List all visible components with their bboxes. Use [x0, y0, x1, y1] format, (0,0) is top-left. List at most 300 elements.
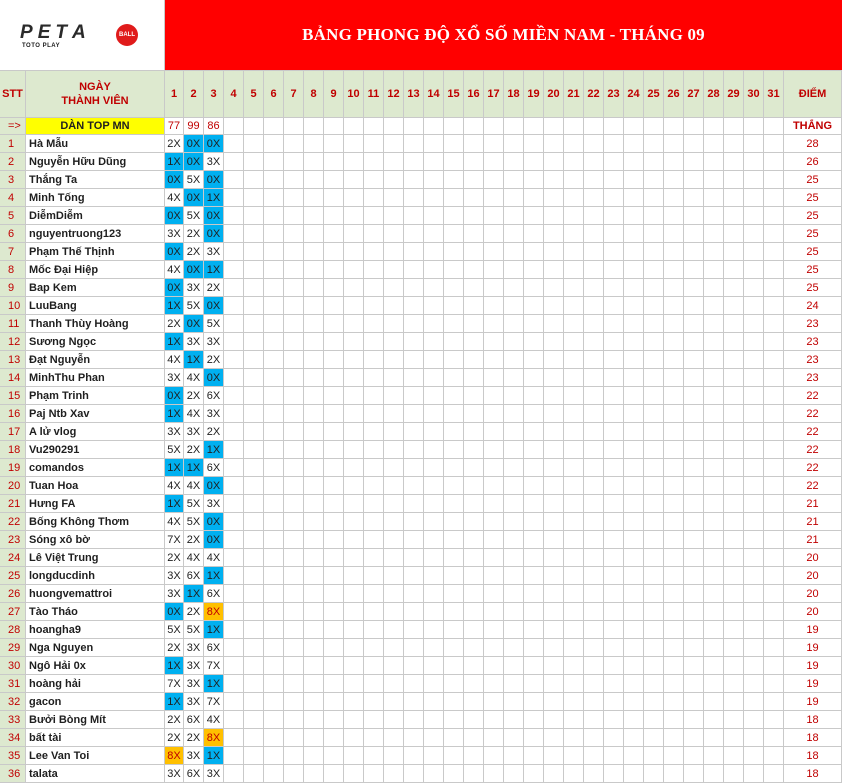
day-cell[interactable]: 0X	[204, 207, 224, 225]
row-stt[interactable]: 31	[0, 675, 26, 693]
day-cell[interactable]	[304, 135, 324, 153]
day-cell[interactable]	[244, 531, 264, 549]
day-cell[interactable]	[484, 567, 504, 585]
day-cell[interactable]	[524, 585, 544, 603]
day-cell[interactable]	[404, 423, 424, 441]
day-cell[interactable]: 6X	[184, 567, 204, 585]
day-cell[interactable]	[464, 657, 484, 675]
day-cell[interactable]	[564, 369, 584, 387]
day-cell[interactable]: 1X	[204, 261, 224, 279]
day-cell[interactable]: 0X	[204, 225, 224, 243]
day-cell[interactable]	[624, 369, 644, 387]
member-score[interactable]: 18	[784, 711, 842, 729]
day-cell[interactable]	[304, 315, 324, 333]
day-cell[interactable]	[644, 639, 664, 657]
day-cell[interactable]: 3X	[184, 693, 204, 711]
top-row-value[interactable]	[524, 118, 544, 135]
day-cell[interactable]	[724, 693, 744, 711]
day-cell[interactable]	[704, 531, 724, 549]
day-cell[interactable]	[744, 621, 764, 639]
day-cell[interactable]	[304, 729, 324, 747]
day-cell[interactable]	[264, 531, 284, 549]
day-cell[interactable]	[284, 567, 304, 585]
day-cell[interactable]: 1X	[184, 585, 204, 603]
day-cell[interactable]	[744, 585, 764, 603]
day-cell[interactable]	[704, 513, 724, 531]
day-cell[interactable]	[284, 207, 304, 225]
day-cell[interactable]	[444, 459, 464, 477]
day-cell[interactable]	[264, 495, 284, 513]
day-cell[interactable]	[484, 585, 504, 603]
day-cell[interactable]	[284, 531, 304, 549]
day-cell[interactable]: 4X	[204, 549, 224, 567]
day-cell[interactable]	[584, 315, 604, 333]
day-cell[interactable]	[764, 405, 784, 423]
day-cell[interactable]	[724, 189, 744, 207]
day-cell[interactable]	[404, 315, 424, 333]
day-cell[interactable]	[404, 495, 424, 513]
day-cell[interactable]	[244, 675, 264, 693]
day-cell[interactable]	[484, 531, 504, 549]
day-cell[interactable]	[244, 621, 264, 639]
top-row-value[interactable]	[544, 118, 564, 135]
member-name[interactable]: Ngô Hải 0x	[26, 657, 165, 675]
day-cell[interactable]	[424, 603, 444, 621]
day-cell[interactable]	[704, 621, 724, 639]
day-cell[interactable]	[564, 243, 584, 261]
day-cell[interactable]	[264, 567, 284, 585]
top-row-value[interactable]	[364, 118, 384, 135]
day-cell[interactable]	[324, 279, 344, 297]
day-cell[interactable]	[664, 297, 684, 315]
day-cell[interactable]	[644, 261, 664, 279]
day-cell[interactable]	[424, 513, 444, 531]
day-cell[interactable]	[764, 459, 784, 477]
day-cell[interactable]	[624, 423, 644, 441]
day-cell[interactable]	[744, 693, 764, 711]
day-cell[interactable]	[724, 459, 744, 477]
day-cell[interactable]	[344, 621, 364, 639]
day-cell[interactable]	[524, 171, 544, 189]
day-cell[interactable]	[444, 513, 464, 531]
day-cell[interactable]	[364, 639, 384, 657]
day-cell[interactable]	[384, 693, 404, 711]
day-cell[interactable]	[664, 477, 684, 495]
day-cell[interactable]	[444, 369, 464, 387]
day-cell[interactable]	[624, 693, 644, 711]
header-day[interactable]: 31	[764, 71, 784, 118]
top-row-value[interactable]	[464, 118, 484, 135]
day-cell[interactable]	[464, 351, 484, 369]
day-cell[interactable]	[764, 207, 784, 225]
day-cell[interactable]	[484, 477, 504, 495]
member-score[interactable]: 21	[784, 531, 842, 549]
day-cell[interactable]	[284, 729, 304, 747]
day-cell[interactable]	[444, 405, 464, 423]
day-cell[interactable]	[304, 567, 324, 585]
day-cell[interactable]	[724, 639, 744, 657]
day-cell[interactable]	[664, 693, 684, 711]
day-cell[interactable]: 1X	[204, 747, 224, 765]
day-cell[interactable]	[724, 567, 744, 585]
day-cell[interactable]	[244, 459, 264, 477]
header-day[interactable]: 13	[404, 71, 424, 118]
day-cell[interactable]	[484, 441, 504, 459]
day-cell[interactable]	[464, 729, 484, 747]
row-stt[interactable]: 21	[0, 495, 26, 513]
day-cell[interactable]	[444, 585, 464, 603]
day-cell[interactable]	[564, 279, 584, 297]
day-cell[interactable]	[664, 189, 684, 207]
day-cell[interactable]	[724, 603, 744, 621]
day-cell[interactable]	[584, 639, 604, 657]
day-cell[interactable]	[284, 333, 304, 351]
member-name[interactable]: Đạt Nguyễn	[26, 351, 165, 369]
day-cell[interactable]	[764, 387, 784, 405]
day-cell[interactable]: 0X	[204, 513, 224, 531]
day-cell[interactable]	[444, 243, 464, 261]
header-day[interactable]: 15	[444, 71, 464, 118]
day-cell[interactable]	[604, 567, 624, 585]
day-cell[interactable]	[324, 135, 344, 153]
day-cell[interactable]	[704, 711, 724, 729]
day-cell[interactable]	[224, 675, 244, 693]
day-cell[interactable]: 0X	[184, 189, 204, 207]
day-cell[interactable]	[324, 693, 344, 711]
day-cell[interactable]	[684, 711, 704, 729]
day-cell[interactable]	[604, 171, 624, 189]
header-day[interactable]: 16	[464, 71, 484, 118]
day-cell[interactable]	[604, 459, 624, 477]
day-cell[interactable]	[404, 405, 424, 423]
day-cell[interactable]	[404, 261, 424, 279]
member-name[interactable]: Mốc Đại Hiệp	[26, 261, 165, 279]
day-cell[interactable]: 1X	[204, 621, 224, 639]
day-cell[interactable]	[424, 279, 444, 297]
day-cell[interactable]	[464, 513, 484, 531]
day-cell[interactable]	[704, 495, 724, 513]
day-cell[interactable]	[684, 459, 704, 477]
day-cell[interactable]	[384, 261, 404, 279]
day-cell[interactable]	[764, 549, 784, 567]
day-cell[interactable]	[464, 207, 484, 225]
day-cell[interactable]	[464, 279, 484, 297]
day-cell[interactable]	[724, 315, 744, 333]
day-cell[interactable]	[224, 279, 244, 297]
day-cell[interactable]	[284, 171, 304, 189]
day-cell[interactable]	[604, 315, 624, 333]
day-cell[interactable]	[624, 405, 644, 423]
day-cell[interactable]	[564, 333, 584, 351]
row-stt[interactable]: 35	[0, 747, 26, 765]
day-cell[interactable]	[484, 513, 504, 531]
day-cell[interactable]	[604, 369, 624, 387]
day-cell[interactable]	[464, 639, 484, 657]
day-cell[interactable]	[324, 207, 344, 225]
top-row-value[interactable]: 77	[165, 118, 184, 135]
top-row-value[interactable]	[264, 118, 284, 135]
member-name[interactable]: MinhThu Phan	[26, 369, 165, 387]
day-cell[interactable]	[744, 441, 764, 459]
day-cell[interactable]	[284, 747, 304, 765]
day-cell[interactable]	[764, 171, 784, 189]
day-cell[interactable]	[224, 441, 244, 459]
day-cell[interactable]	[484, 495, 504, 513]
day-cell[interactable]	[484, 603, 504, 621]
top-row-value[interactable]	[444, 118, 464, 135]
day-cell[interactable]	[684, 675, 704, 693]
day-cell[interactable]	[384, 621, 404, 639]
day-cell[interactable]	[284, 261, 304, 279]
day-cell[interactable]	[284, 459, 304, 477]
day-cell[interactable]	[264, 351, 284, 369]
day-cell[interactable]	[664, 639, 684, 657]
day-cell[interactable]	[724, 387, 744, 405]
day-cell[interactable]	[244, 747, 264, 765]
day-cell[interactable]	[224, 513, 244, 531]
day-cell[interactable]	[744, 513, 764, 531]
day-cell[interactable]: 0X	[204, 477, 224, 495]
day-cell[interactable]	[684, 405, 704, 423]
day-cell[interactable]	[424, 621, 444, 639]
day-cell[interactable]	[644, 765, 664, 783]
day-cell[interactable]	[564, 351, 584, 369]
day-cell[interactable]	[624, 297, 644, 315]
day-cell[interactable]	[564, 459, 584, 477]
day-cell[interactable]	[664, 171, 684, 189]
header-day[interactable]: 23	[604, 71, 624, 118]
day-cell[interactable]	[404, 729, 424, 747]
day-cell[interactable]	[684, 621, 704, 639]
day-cell[interactable]	[624, 621, 644, 639]
day-cell[interactable]	[504, 513, 524, 531]
day-cell[interactable]	[364, 351, 384, 369]
day-cell[interactable]	[364, 567, 384, 585]
day-cell[interactable]	[624, 477, 644, 495]
day-cell[interactable]	[524, 711, 544, 729]
day-cell[interactable]	[264, 675, 284, 693]
day-cell[interactable]	[344, 729, 364, 747]
day-cell[interactable]	[384, 747, 404, 765]
day-cell[interactable]	[664, 441, 684, 459]
day-cell[interactable]	[284, 549, 304, 567]
day-cell[interactable]	[704, 549, 724, 567]
day-cell[interactable]	[224, 585, 244, 603]
day-cell[interactable]	[484, 351, 504, 369]
day-cell[interactable]	[244, 585, 264, 603]
header-day[interactable]: 20	[544, 71, 564, 118]
top-row-value[interactable]	[224, 118, 244, 135]
day-cell[interactable]	[504, 171, 524, 189]
day-cell[interactable]	[384, 603, 404, 621]
day-cell[interactable]	[244, 711, 264, 729]
day-cell[interactable]	[344, 261, 364, 279]
day-cell[interactable]	[624, 711, 644, 729]
day-cell[interactable]	[604, 351, 624, 369]
day-cell[interactable]	[584, 279, 604, 297]
day-cell[interactable]	[684, 189, 704, 207]
day-cell[interactable]	[384, 531, 404, 549]
day-cell[interactable]	[604, 441, 624, 459]
day-cell[interactable]	[724, 747, 744, 765]
day-cell[interactable]	[524, 351, 544, 369]
member-score[interactable]: 19	[784, 621, 842, 639]
day-cell[interactable]	[604, 603, 624, 621]
row-stt[interactable]: 4	[0, 189, 26, 207]
day-cell[interactable]	[604, 153, 624, 171]
day-cell[interactable]	[304, 369, 324, 387]
day-cell[interactable]	[344, 189, 364, 207]
day-cell[interactable]: 4X	[165, 513, 184, 531]
header-score[interactable]: ĐIỂM	[784, 71, 842, 118]
day-cell[interactable]: 0X	[184, 261, 204, 279]
day-cell[interactable]	[624, 261, 644, 279]
day-cell[interactable]	[524, 549, 544, 567]
member-name[interactable]: Thắng Ta	[26, 171, 165, 189]
day-cell[interactable]: 3X	[184, 639, 204, 657]
day-cell[interactable]	[684, 333, 704, 351]
day-cell[interactable]	[524, 423, 544, 441]
day-cell[interactable]	[544, 639, 564, 657]
day-cell[interactable]	[324, 513, 344, 531]
day-cell[interactable]: 2X	[184, 441, 204, 459]
day-cell[interactable]	[764, 747, 784, 765]
day-cell[interactable]	[744, 729, 764, 747]
day-cell[interactable]	[284, 189, 304, 207]
day-cell[interactable]	[544, 387, 564, 405]
day-cell[interactable]	[504, 207, 524, 225]
day-cell[interactable]	[744, 639, 764, 657]
row-stt[interactable]: 24	[0, 549, 26, 567]
day-cell[interactable]	[384, 189, 404, 207]
day-cell[interactable]	[244, 225, 264, 243]
day-cell[interactable]	[224, 495, 244, 513]
top-row-value[interactable]	[764, 118, 784, 135]
day-cell[interactable]	[604, 225, 624, 243]
day-cell[interactable]	[564, 225, 584, 243]
day-cell[interactable]: 3X	[165, 225, 184, 243]
day-cell[interactable]	[344, 297, 364, 315]
member-name[interactable]: Bap Kem	[26, 279, 165, 297]
header-day[interactable]: 27	[684, 71, 704, 118]
day-cell[interactable]	[664, 585, 684, 603]
day-cell[interactable]	[344, 279, 364, 297]
day-cell[interactable]: 0X	[204, 297, 224, 315]
day-cell[interactable]	[404, 189, 424, 207]
member-score[interactable]: 19	[784, 657, 842, 675]
day-cell[interactable]	[284, 441, 304, 459]
day-cell[interactable]	[764, 585, 784, 603]
day-cell[interactable]	[404, 333, 424, 351]
day-cell[interactable]	[764, 225, 784, 243]
day-cell[interactable]	[764, 639, 784, 657]
day-cell[interactable]	[264, 207, 284, 225]
day-cell[interactable]	[764, 135, 784, 153]
day-cell[interactable]	[644, 351, 664, 369]
day-cell[interactable]	[764, 243, 784, 261]
day-cell[interactable]	[404, 297, 424, 315]
day-cell[interactable]	[324, 603, 344, 621]
day-cell[interactable]	[344, 657, 364, 675]
day-cell[interactable]: 3X	[184, 333, 204, 351]
day-cell[interactable]	[324, 153, 344, 171]
day-cell[interactable]	[324, 405, 344, 423]
day-cell[interactable]	[424, 711, 444, 729]
day-cell[interactable]: 2X	[184, 603, 204, 621]
day-cell[interactable]: 6X	[204, 387, 224, 405]
day-cell[interactable]	[684, 369, 704, 387]
day-cell[interactable]	[684, 315, 704, 333]
day-cell[interactable]	[384, 315, 404, 333]
day-cell[interactable]	[724, 585, 744, 603]
day-cell[interactable]	[724, 279, 744, 297]
day-cell[interactable]	[264, 405, 284, 423]
header-day[interactable]: 5	[244, 71, 264, 118]
day-cell[interactable]	[624, 531, 644, 549]
day-cell[interactable]	[444, 315, 464, 333]
day-cell[interactable]	[524, 243, 544, 261]
day-cell[interactable]	[684, 513, 704, 531]
row-stt[interactable]: 18	[0, 441, 26, 459]
day-cell[interactable]	[584, 243, 604, 261]
day-cell[interactable]	[604, 657, 624, 675]
day-cell[interactable]	[264, 441, 284, 459]
day-cell[interactable]: 3X	[204, 765, 224, 783]
day-cell[interactable]	[404, 351, 424, 369]
day-cell[interactable]	[284, 405, 304, 423]
day-cell[interactable]	[244, 405, 264, 423]
day-cell[interactable]	[344, 351, 364, 369]
day-cell[interactable]	[564, 477, 584, 495]
day-cell[interactable]	[384, 711, 404, 729]
day-cell[interactable]	[384, 513, 404, 531]
day-cell[interactable]	[624, 513, 644, 531]
day-cell[interactable]	[404, 585, 424, 603]
day-cell[interactable]	[664, 621, 684, 639]
day-cell[interactable]	[524, 387, 544, 405]
day-cell[interactable]	[704, 657, 724, 675]
day-cell[interactable]	[424, 225, 444, 243]
day-cell[interactable]	[704, 693, 724, 711]
day-cell[interactable]	[324, 387, 344, 405]
day-cell[interactable]	[764, 351, 784, 369]
day-cell[interactable]	[344, 423, 364, 441]
day-cell[interactable]	[464, 603, 484, 621]
day-cell[interactable]	[724, 135, 744, 153]
day-cell[interactable]	[384, 369, 404, 387]
day-cell[interactable]	[744, 171, 764, 189]
day-cell[interactable]	[524, 531, 544, 549]
day-cell[interactable]	[284, 585, 304, 603]
day-cell[interactable]: 5X	[165, 621, 184, 639]
day-cell[interactable]	[544, 477, 564, 495]
day-cell[interactable]	[444, 747, 464, 765]
day-cell[interactable]	[664, 369, 684, 387]
day-cell[interactable]	[664, 711, 684, 729]
day-cell[interactable]	[604, 279, 624, 297]
day-cell[interactable]	[464, 459, 484, 477]
day-cell[interactable]: 6X	[204, 459, 224, 477]
day-cell[interactable]	[764, 441, 784, 459]
day-cell[interactable]: 1X	[204, 675, 224, 693]
day-cell[interactable]	[584, 333, 604, 351]
day-cell[interactable]	[364, 261, 384, 279]
day-cell[interactable]	[644, 621, 664, 639]
day-cell[interactable]	[644, 567, 664, 585]
day-cell[interactable]	[764, 531, 784, 549]
day-cell[interactable]	[684, 153, 704, 171]
day-cell[interactable]	[264, 657, 284, 675]
